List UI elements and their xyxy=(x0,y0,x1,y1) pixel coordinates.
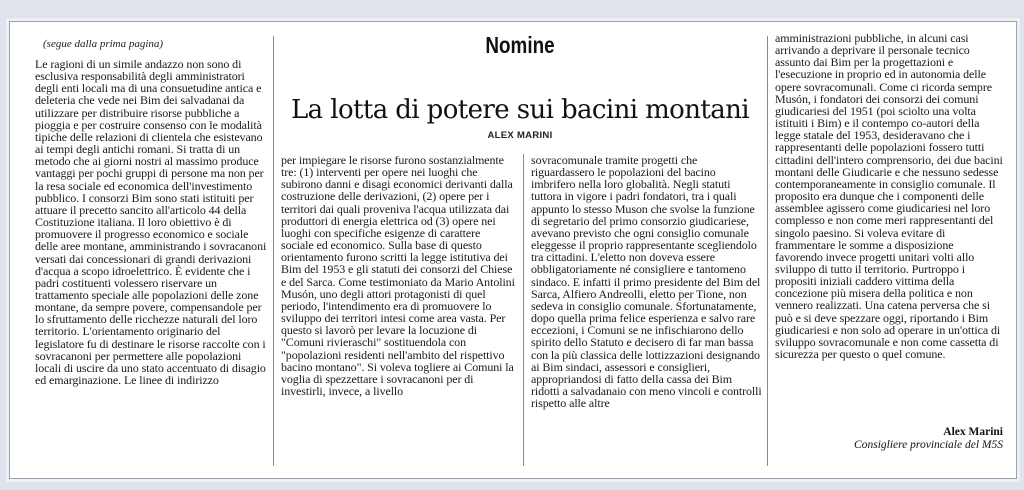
article-column-2 xyxy=(281,154,515,397)
article-column-1 xyxy=(35,58,267,386)
column-text: amministrazioni pubbliche, in alcuni casi arrivando a deprivare il personale tecnico assunto dai Bim per la progettazioni e l'esecuzione in proprio ed in autonomia delle opere sovracomunali. Come ci ricorda sempre Musón, i fondatori dei consorzi dei comuni giudicariesi del 1951 (poi sciolto una volta istituiti i Bim) e il contempo co-autori della legge statale del 1953, desideravano che i rappresentanti delle popolazioni fossero tutti cittadini dell'intero comprensorio, dei due bacini montani delle Giudicarie e che nessuno sedesse contemporaneamente in consiglio comunale. Il proposito era dunque che i componenti delle assemblee agissero come giudicariesi nel loro complesso e non come meri rappresentanti del singolo paesino. Si voleva evitare di frammentare le somme a disposizione favorendo invece progetti unitari volti allo sviluppo di tutto il territorio. Purtroppo i propositi iniziali caddero vittima della concezione più misera della politica e non vennero realizzati. Una catena perversa che si può e si deve spezzare oggi, riportando i Bim giudicariesi e non solo ad operare in un'ottica di sviluppo sovracomunale e non come cassetta di sicurezza per questo o quel comune. xyxy=(775,31,1003,362)
article-column-3 xyxy=(531,154,762,409)
column-text: sovracomunale tramite progetti che riguardassero le popolazioni del bacino imbrifero nella loro globalità. Negli statuti tuttora in vigore i padri fondatori, tra i quali appunto lo stesso Muson che svolse la funzione di segretario del primo consorzio giudicariese, avevano previsto che ogni consiglio comunale eleggesse il proprio rappresentante scegliendolo tra cittadini. L'eletto non doveva essere obbligatoriamente né consigliere e tantomeno sindaco. E infatti il primo presidente del Bim del Sarca, Alfiero Andreolli, eletto per Tione, non sedeva in consiglio comunale. Sfortunatamente, dopo quella prima felice esperienza e salvo rare eccezioni, i Comuni se ne infischiarono dello spirito dello Statuto e decisero di far man bassa con la più classica delle lottizzazioni designando ai Bim sindaci, assessori e consiglieri, appropriandosi di fatto della cassa dei Bim ridotti a salvadanaio con meno vincoli e controlli rispetto alle altre xyxy=(531,153,762,411)
author-signature xyxy=(854,426,1003,452)
article-byline: ALEX MARINI xyxy=(487,130,553,141)
newspaper-clipping xyxy=(9,21,1017,479)
section-kicker: Nomine xyxy=(485,32,555,58)
author-role: Consigliere provinciale del M5S xyxy=(854,439,1003,451)
article-column-4 xyxy=(775,32,1003,360)
column-text: per impiegare le risorse furono sostanzialmente tre: (1) interventi per opere nei luoghi che subirono danni e disagi economici derivanti dalla costruzione delle derivazioni, (2) opere per i territori dai quali proveniva l'acqua utilizzata dai produttori di energia elettrica od (3) opere nei luoghi con specifiche esigenze di carattere sociale ed economico. Sulla base di questo orientamento furono scritti la legge istitutiva dei Bim del 1953 e gli statuti dei consorzi del Chiese e del Sarca. Come testimoniato da Mario Antolini Musón, uno degli attori protagonisti di quel periodo, l'intendimento era di promuovere lo sviluppo dei territori intesi come area vasta. Per questo si lavorò per levare la locuzione di "Comuni rivieraschi" sostituendola con "popolazioni residenti nell'ambito del rispettivo bacino montano". Si voleva togliere ai Comuni la voglia di spezzettare i sovracanoni per di investirli, invece, a livello xyxy=(281,153,515,398)
column-divider-right xyxy=(767,36,768,466)
column-divider-center xyxy=(523,154,524,466)
column-text: Le ragioni di un simile andazzo non sono di esclusiva responsabilità degli amministratori degli enti locali ma di una consuetudine antica e deleteria che vede nei Bim dei salvadanai da utilizzare per distribuire risorse pubbliche a pioggia e per costruire consenso con le modalità tipiche delle relazioni di clientela che esistevano ai tempi degli antichi romani. Si tratta di un metodo che ai giorni nostri al massimo produce vantaggi per pochi gruppi di persone ma non per la resa sociale ed economica dell'investimento pubblico. I consorzi Bim sono stati istituiti per attuare il precetto sancito all'articolo 44 della Costituzione italiana. Il loro obiettivo è di promuovere il progresso economico e sociale delle aree montane, amministrando i sovracanoni versati dai concessionari di grandi derivazioni d'acqua a scopo idroelettrico. È evidente che i padri costituenti volessero riservare un trattamento speciale alle popolazioni delle zone montane, da sempre povere, compensandole per lo sfruttamento delle ricchezze naturali del loro territorio. L'orientamento originario del legislatore fu di destinare le risorse raccolte con i sovracanoni per permettere alle popolazioni locali di uscire da uno stato accentuato di disagio ed emarginazione. Le linee di indirizzo xyxy=(35,57,267,388)
continued-note: (segue dalla prima pagina) xyxy=(43,38,164,50)
article-headline: La lotta di potere sui bacini montani xyxy=(291,95,749,125)
author-name: Alex Marini xyxy=(943,426,1003,438)
